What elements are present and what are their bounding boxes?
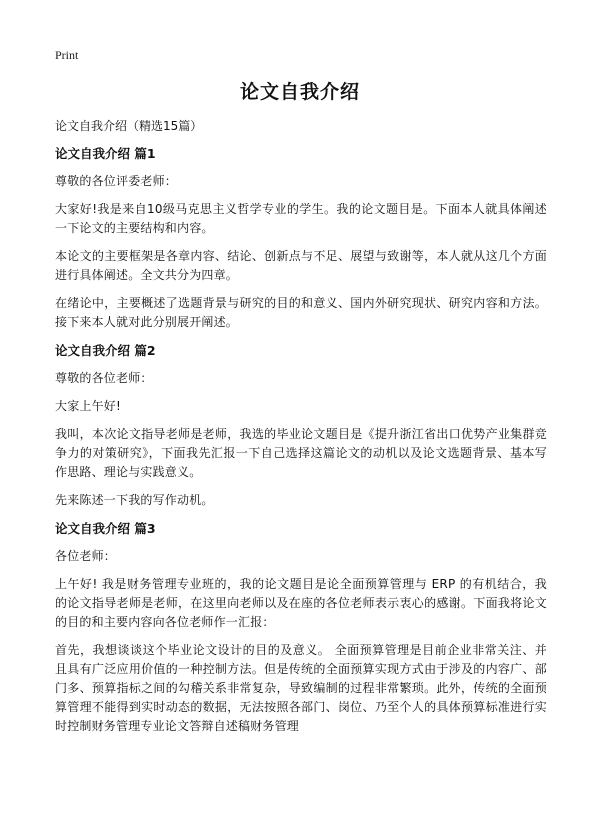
paragraph: 我叫，本次论文指导老师是老师，我选的毕业论文题目是《提升浙江省出口优势产业集群竞争力的对策研究》，下面我先汇报一下自己选择这篇论文的动机以及论文选题背景、基本写作思路、理论与实践意义。: [55, 427, 547, 479]
paragraph: 大家上午好!: [55, 399, 122, 413]
paragraph: 首先，我想谈谈这个毕业论文设计的目的及意义。 全面预算管理是目前企业非常关注、并且具有广泛应用价值的一种控制方法。但是传统的全面预算实现方式由于涉及的内容广、部门多、预算指标之间的勾稽关系非常复杂，导致编制的过程非常繁琐。此外，传统的全面预算管理不能得到实时动态的数据，无法按照各部门、岗位、乃至个人的具体预算标准进行实时控制财务管理专业论文答辩自述稿财务管理: [55, 643, 547, 733]
section-heading: 论文自我介绍 篇1: [55, 146, 156, 161]
page-title: 论文自我介绍: [239, 81, 360, 103]
document-body: [55, 116, 547, 745]
print-link[interactable]: Print: [55, 48, 79, 62]
paragraph: 先来陈述一下我的写作动机。: [55, 493, 214, 507]
paragraph: 各位老师：: [55, 549, 117, 563]
section-3: [55, 519, 547, 736]
section-heading: 论文自我介绍 篇3: [55, 521, 156, 536]
paragraph: 上午好! 我是财务管理专业班的，我的论文题目是论全面预算管理与 ERP 的有机结合，我的论文指导老师是老师，在这里向老师以及在座的各位老师表示衷心的感谢。下面我将论文的目的和主要内容向各位老师作一汇报：: [55, 577, 547, 629]
section-heading: 论文自我介绍 篇2: [55, 343, 156, 358]
section-2: [55, 341, 547, 510]
paragraph: 大家好!我是来自10级马克思主义哲学专业的学生。我的论文题目是。下面本人就具体阐述一下论文的主要结构和内容。: [55, 202, 547, 235]
paragraph: 本论文的主要框架是各章内容、结论、创新点与不足、展望与致谢等，本人就从这几个方面进行具体阐述。全文共分为四章。: [55, 249, 547, 282]
paragraph: 在绪论中，主要概述了选题背景与研究的目的和意义、国内外研究现状、研究内容和方法。接下来本人就对此分别展开阐述。: [55, 296, 547, 329]
section-1: [55, 144, 547, 332]
paragraph: 尊敬的各位评委老师：: [55, 174, 178, 188]
document-subtitle: 论文自我介绍（精选15篇）: [55, 119, 203, 133]
paragraph: 尊敬的各位老师：: [55, 371, 153, 385]
